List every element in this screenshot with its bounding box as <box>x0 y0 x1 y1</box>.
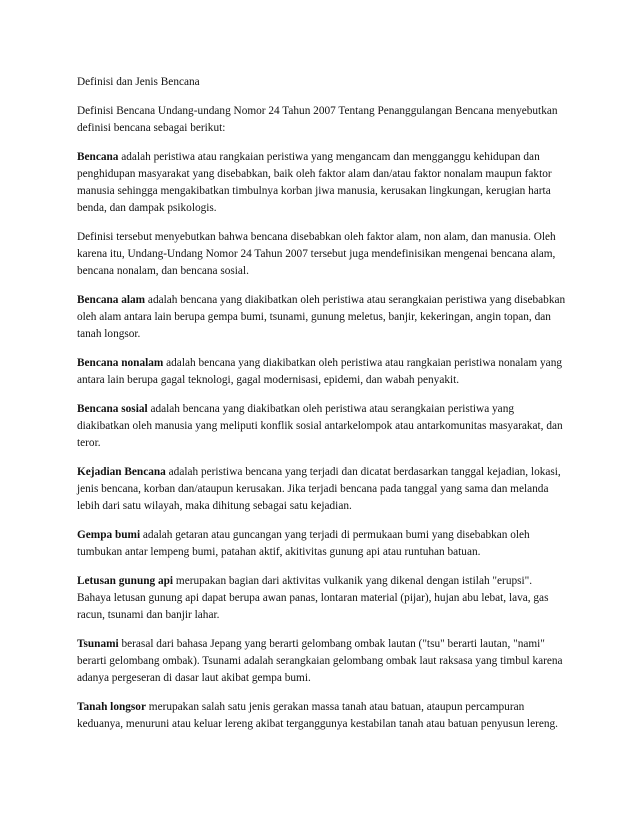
definition-text: adalah bencana yang diakibatkan oleh peristiwa atau serangkaian peristiwa yang diakibatkan oleh manusia yang meliputi konflik sosial antarkelompok atau antarkomunitas masyarakat, dan teror. <box>77 403 563 449</box>
term-bencana-alam: Bencana alam <box>77 294 146 306</box>
definition-letusan-gunung-api <box>77 573 567 624</box>
term-tsunami: Tsunami <box>77 638 119 650</box>
definition-text: adalah bencana yang diakibatkan oleh peristiwa atau rangkaian peristiwa nonalam yang antara lain berupa gagal teknologi, gagal modernisasi, epidemi, dan wabah penyakit. <box>77 357 562 386</box>
definition-text: adalah peristiwa atau rangkaian peristiwa yang mengancam dan mengganggu kehidupan dan penghidupan masyarakat yang disebabkan, baik oleh faktor alam dan/atau faktor nonalam maupun faktor manusia sehingga mengakibatkan timbulnya korban jiwa manusia, kerusakan lingkungan, kerugian harta benda, dan dampak psikologis. <box>77 151 552 214</box>
definition-gempa-bumi <box>77 527 567 561</box>
definition-bencana-sosial <box>77 401 567 452</box>
definition-kejadian-bencana <box>77 464 567 515</box>
term-bencana-sosial: Bencana sosial <box>77 403 148 415</box>
term-letusan-gunung-api: Letusan gunung api <box>77 575 174 587</box>
explanation-text: Definisi tersebut menyebutkan bahwa bencana disebabkan oleh faktor alam, non alam, dan manusia. Oleh karena itu, Undang-Undang Nomor 24 Tahun 2007 tersebut juga mendefinisikan mengenai bencana alam, bencana nonalam, dan bencana sosial. <box>77 231 556 277</box>
definition-bencana-nonalam <box>77 355 567 389</box>
definition-text: adalah bencana yang diakibatkan oleh peristiwa atau serangkaian peristiwa yang disebabkan oleh alam antara lain berupa gempa bumi, tsunami, gunung meletus, banjir, kekeringan, angin topan, dan tanah longsor. <box>77 294 566 340</box>
term-gempa-bumi: Gempa bumi <box>77 529 141 541</box>
definition-text: berasal dari bahasa Jepang yang berarti gelombang ombak lautan ("tsu" berarti lautan, "nami" berarti gelombang ombak). Tsunami adalah serangkaian gelombang ombak laut raksasa yang timbul karena adanya pergeseran di dasar laut akibat gempa bumi. <box>77 638 563 684</box>
definition-text: merupakan bagian dari aktivitas vulkanik yang dikenal dengan istilah "erupsi". Bahaya letusan gunung api dapat berupa awan panas, lontaran material (pijar), hujan abu lebat, lava, gas racun, tsunami dan banjir lahar. <box>77 575 549 621</box>
definition-tsunami <box>77 636 567 687</box>
intro-paragraph: Definisi Bencana Undang-undang Nomor 24 Tahun 2007 Tentang Penanggulangan Bencana menyebutkan definisi bencana sebagai berikut: <box>77 105 558 134</box>
explanation-paragraph <box>77 229 567 280</box>
document-body <box>77 74 567 745</box>
definition-text: adalah peristiwa bencana yang terjadi dan dicatat berdasarkan tanggal kejadian, lokasi, jenis bencana, korban dan/ataupun kerusakan. Jika terjadi bencana pada tanggal yang sama dan melanda lebih dari satu wilayah, maka dihitung sebagai satu kejadian. <box>77 466 561 512</box>
definition-bencana-alam <box>77 292 567 343</box>
definition-bencana <box>77 149 567 217</box>
definition-text: adalah getaran atau guncangan yang terjadi di permukaan bumi yang disebabkan oleh tumbukan antar lempeng bumi, patahan aktif, akitivitas gunung api atau runtuhan batuan. <box>77 529 530 558</box>
definition-tanah-longsor <box>77 699 567 733</box>
term-kejadian-bencana: Kejadian Bencana <box>77 466 166 478</box>
term-bencana-nonalam: Bencana nonalam <box>77 357 164 369</box>
definition-text: merupakan salah satu jenis gerakan massa tanah atau batuan, ataupun percampuran keduanya, menuruni atau keluar lereng akibat terganggunya kestabilan tanah atau batuan penyusun lereng. <box>77 701 558 730</box>
term-tanah-longsor: Tanah longsor <box>77 701 146 713</box>
document-title: Definisi dan Jenis Bencana <box>77 76 200 88</box>
term-bencana: Bencana <box>77 151 119 163</box>
